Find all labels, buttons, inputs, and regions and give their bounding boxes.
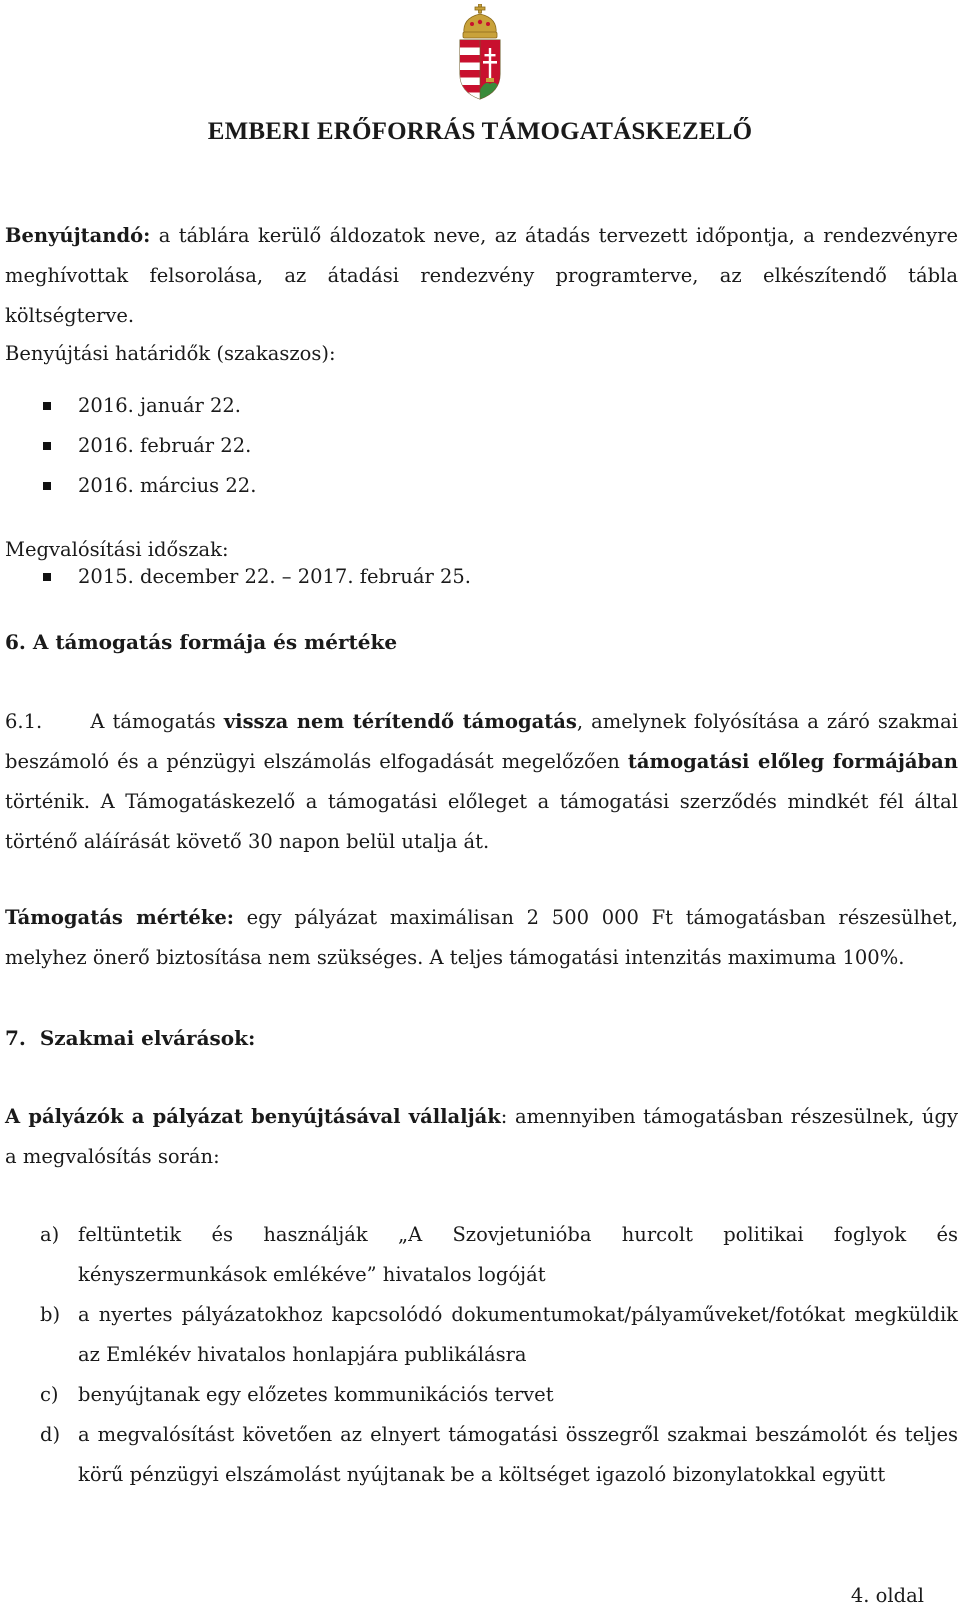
deadlines-title: Benyújtási határidők (szakaszos): xyxy=(5,342,336,365)
text-run: A támogatás xyxy=(90,710,224,733)
list-item-text: benyújtanak egy előzetes kommunikációs tervet xyxy=(78,1383,554,1406)
text-run: , amelynek folyósítása a záró szakmai beszámoló és a pénzügyi elszámolás elfogadását megelőzően xyxy=(5,710,958,773)
bold-run: vissza nem térítendő támogatás xyxy=(223,710,577,733)
submit-text: a táblára kerülő áldozatok neve, az átadás tervezett időpontja, a rendezvényre meghívottak felsorolása, az átadási rendezvény programterve, az elkészítendő tábla költségterve. xyxy=(5,224,958,327)
organization-title: EMBERI ERŐFORRÁS TÁMOGATÁSKEZELŐ xyxy=(207,118,753,145)
coat-of-arms-icon xyxy=(454,4,506,100)
support-amount-text: egy pályázat maximálisan 2 500 000 Ft támogatásban részesülhet, melyhez önerő biztosítása nem szükséges. A teljes támogatási intenzitás maximuma 100%. xyxy=(5,906,958,969)
commitment-text: : amennyiben támogatásban részesülnek, úgy a megvalósítás során: xyxy=(5,1105,958,1168)
list-marker: d) xyxy=(40,1423,61,1446)
section-6-1-paragraph xyxy=(5,702,958,862)
page-number: 4. oldal xyxy=(850,1584,924,1607)
applicants-commitment-paragraph xyxy=(5,1097,958,1177)
list-item: 2016. március 22. xyxy=(40,466,256,506)
expectations-list xyxy=(40,1215,958,1495)
list-marker: b) xyxy=(40,1303,61,1326)
list-item xyxy=(40,1415,958,1495)
section-7-number: 7. xyxy=(5,1026,26,1050)
submit-paragraph xyxy=(5,216,958,336)
list-item-text: a megvalósítást követően az elnyert támogatási összegről szakmai beszámolót és teljes körű pénzügyi elszámolást nyújtanak be a költséget igazoló bizonylatokkal együtt xyxy=(78,1423,958,1486)
list-item xyxy=(40,1295,958,1375)
section-7-label: Szakmai elvárások: xyxy=(39,1026,256,1050)
deadlines-list xyxy=(40,386,256,506)
submit-label: Benyújtandó: xyxy=(5,224,151,247)
list-marker: a) xyxy=(40,1223,60,1246)
list-item: 2015. december 22. – 2017. február 25. xyxy=(40,557,471,597)
list-item: 2016. január 22. xyxy=(40,386,256,426)
bold-run: támogatási előleg formájában xyxy=(627,750,958,773)
list-item xyxy=(40,1215,958,1295)
list-item-text: a nyertes pályázatokhoz kapcsolódó dokumentumokat/pályaműveket/fotókat megküldik az Emlékév hivatalos honlapjára publikálásra xyxy=(78,1303,958,1366)
list-item xyxy=(40,1375,958,1415)
text-run: történik. A Támogatáskezelő a támogatási előleget a támogatási szerződés mindkét fél által történő aláírását követő 30 napon belül utalja át. xyxy=(5,790,958,853)
section-6-title: 6. A támogatás formája és mértéke xyxy=(5,630,398,654)
period-title: Megvalósítási időszak: xyxy=(5,538,229,561)
section-7-title xyxy=(5,1018,255,1058)
support-amount-label: Támogatás mértéke: xyxy=(5,906,234,929)
list-marker: c) xyxy=(40,1383,59,1406)
list-item: 2016. február 22. xyxy=(40,426,256,466)
support-amount-paragraph xyxy=(5,898,958,978)
period-list xyxy=(40,557,471,597)
list-item-text: feltüntetik és használják „A Szovjetunióba hurcolt politikai foglyok és kényszermunkások emlékéve” hivatalos logóját xyxy=(78,1223,958,1286)
commitment-intro: A pályázók a pályázat benyújtásával vállalják xyxy=(5,1105,501,1128)
section-6-1-number: 6.1. xyxy=(5,710,43,733)
